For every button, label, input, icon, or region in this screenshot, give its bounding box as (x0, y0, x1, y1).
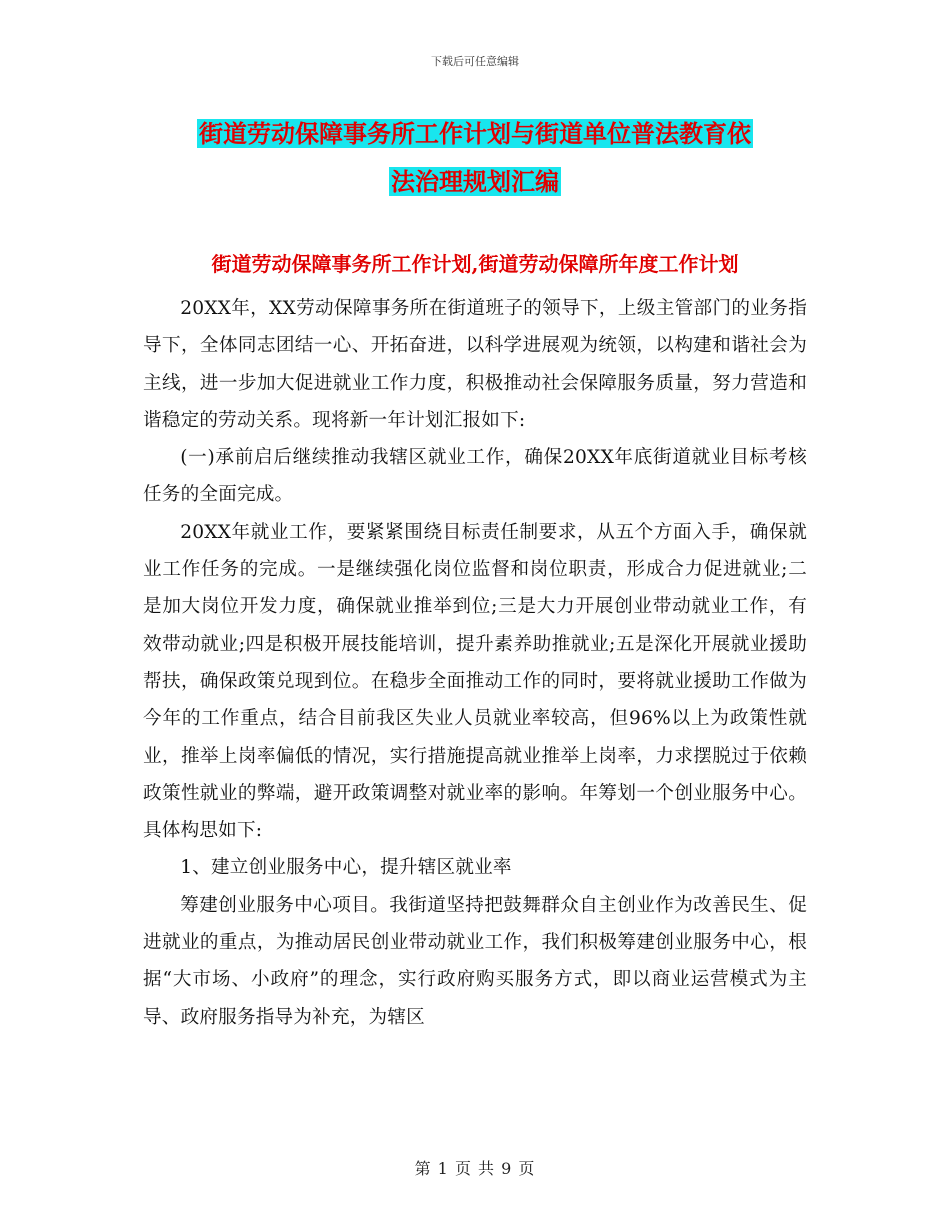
document-title-line-1: 街道劳动保障事务所工作计划与街道单位普法教育依 (199, 119, 751, 148)
paragraph: 20XX年，XX劳动保障事务所在街道班子的领导下，上级主管部门的业务指导下，全体同志团结一心、开拓奋进，以科学进展观为统领，以构建和谐社会为主线，进一步加大促进就业工作力度，积极推动社会保障服务质量，努力营造和谐稳定的劳动关系。现将新一年计划汇报如下: (143, 298, 807, 431)
section-title: 街道劳动保障事务所工作计划,街道劳动保障所年度工作计划 (211, 252, 739, 276)
paragraph: 筹建创业服务中心项目。我街道坚持把鼓舞群众自主创业作为改善民生、促进就业的重点，为推动居民创业带动就业工作，我们积极筹建创业服务中心，根据“大市场、小政府”的理念，实行政府购买服务方式，即以商业运营模式为主导、政府服务指导为补充，为辖区 (143, 894, 807, 1028)
paragraph: (一)承前启后继续推动我辖区就业工作，确保20XX年底街道就业目标考核任务的全面完成。 (143, 447, 807, 506)
header-note: 下载后可任意编辑 (431, 55, 519, 68)
paragraph: 1、建立创业服务中心，提升辖区就业率 (180, 857, 512, 879)
page-footer: 第 1 页 共 9 页 (414, 1159, 536, 1178)
document-title (0, 110, 950, 206)
body-text (143, 290, 807, 1036)
paragraph: 20XX年就业工作，要紧紧围绕目标责任制要求，从五个方面入手，确保就业工作任务的完成。一是继续强化岗位监督和岗位职责，形成合力促进就业;二是加大岗位开发力度，确保就业推举到位;三是大力开展创业带动就业工作，有效带动就业;四是积极开展技能培训，提升素养助推就业;五是深化开展就业援助帮扶，确保政策兑现到位。在稳步全面推动工作的同时，要将就业援助工作做为今年的工作重点，结合目前我区失业人员就业率较高，但96%以上为政策性就业，推举上岗率偏低的情况，实行措施提高就业推举上岗率，力求摆脱过于依赖政策性就业的弊端，避开政策调整对就业率的影响。年筹划一个创业服务中心。具体构思如下: (143, 521, 807, 842)
document-title-line-2: 法治理规划汇编 (391, 167, 559, 196)
